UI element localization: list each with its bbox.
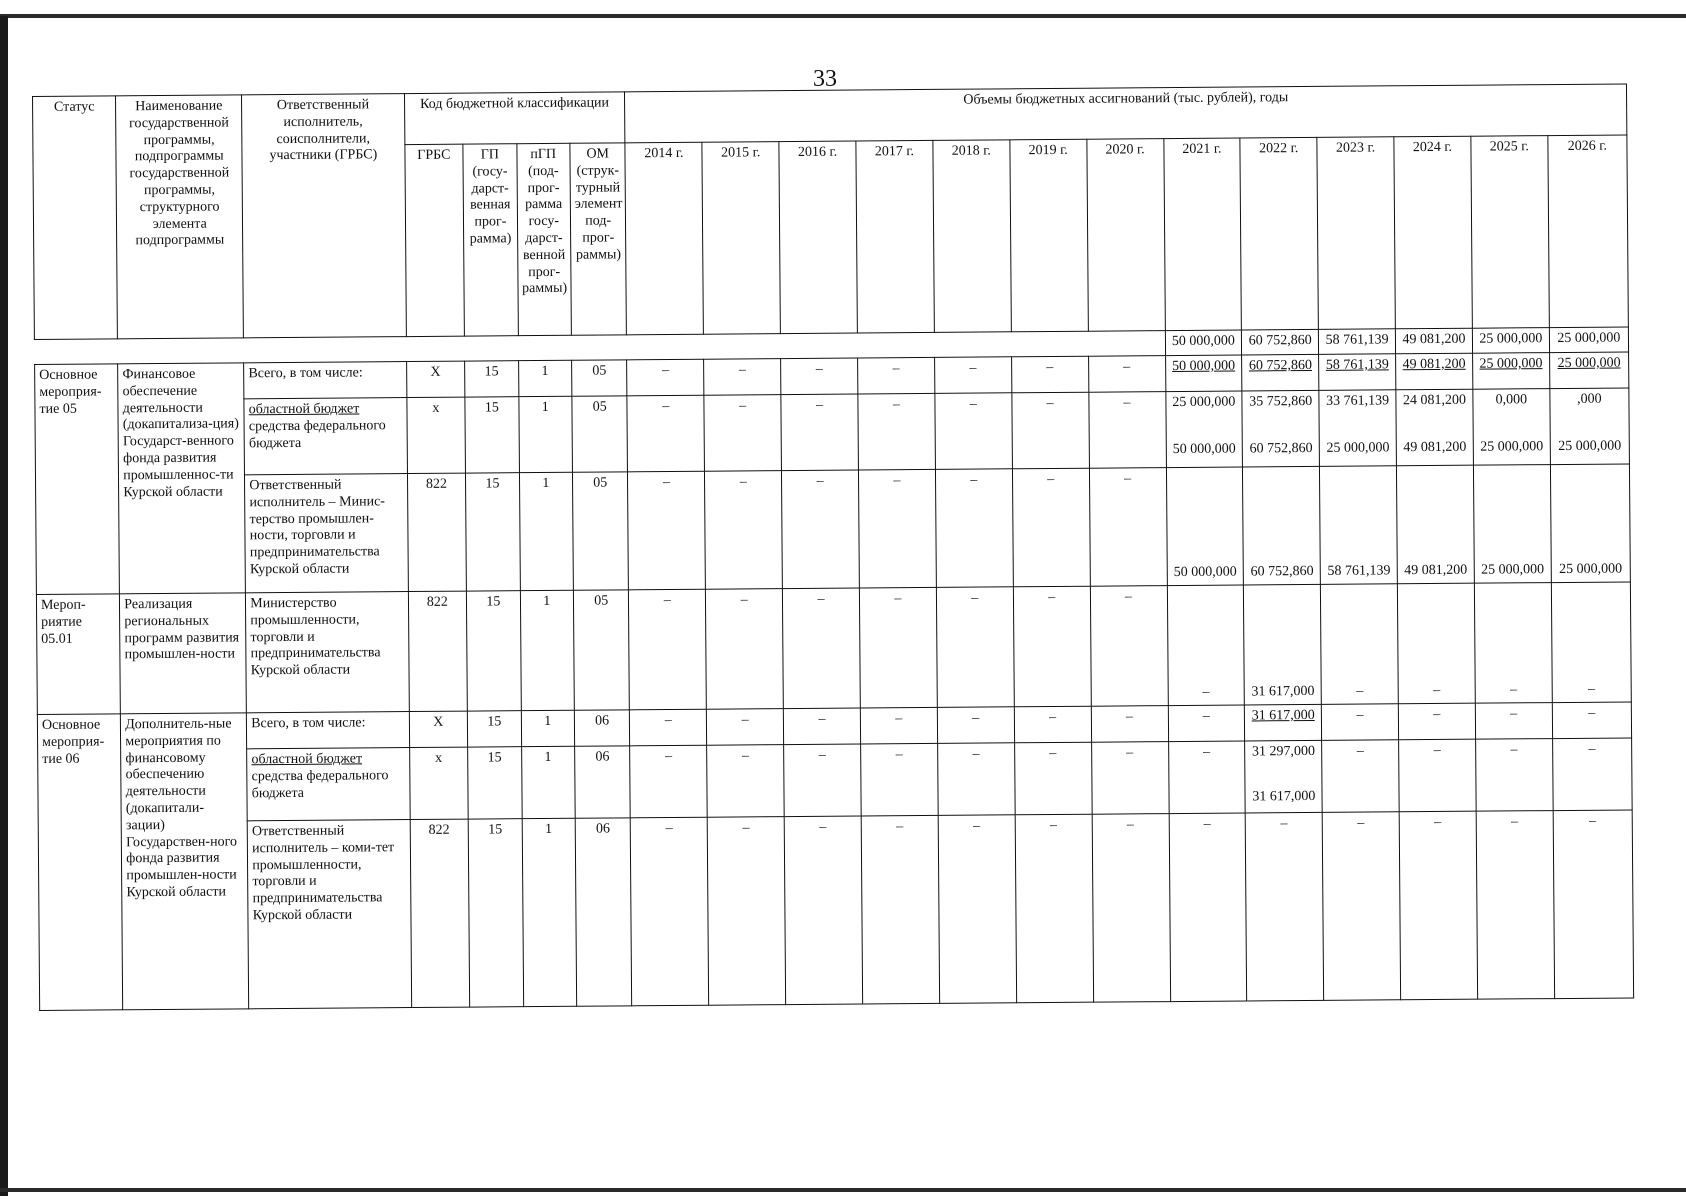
dash-cell: – [858,393,935,470]
pgp-cell: 1 [522,818,577,1006]
header-year-2023: 2023 г. [1317,137,1395,330]
value-underlined: 50 000,000 [1172,358,1236,375]
dash-cell: – [629,589,707,710]
dash-cell: – [1322,812,1400,1001]
table-cell [1550,388,1630,465]
table-cell [1319,390,1396,467]
table-cell [1165,355,1242,392]
dash-cell: – [1088,356,1165,393]
name-cell: Дополнитель-ные мероприятия по финансовому обеспечению деятельности (докапитали-зации) Государствен-ного фонда развития промышлен-ности Курской области [121,713,249,1010]
pgp-cell: 1 [518,396,572,472]
page-number: 33 [813,66,837,92]
dash-cell: – [708,817,786,1006]
budget-table-wrapper [32,83,1634,1010]
dash-cell: – [1167,585,1245,706]
header-grbs: ГРБС [404,144,464,336]
name-cell: Финансовое обеспечение деятельности (докапитализа-ция) Государст-венного фонда развития промышленнос-ти Курской области [118,363,246,594]
grbs-cell: Х [409,711,468,747]
dash-cell: – [1551,582,1631,703]
header-pgp: пГП (под-прог-рамма госу-дарст-венной прог-раммы) [516,143,571,335]
scan-border-bottom [0,1188,1686,1192]
responsible-cell: Ответственный исполнитель – Минис-терство промышлен-ности, торговли и предпринимательства Курской области [245,474,408,593]
pgp-cell: 1 [520,590,574,710]
responsible-text: средства федерального бюджета [248,418,386,451]
dash-cell: – [1092,814,1170,1003]
pgp-cell: 1 [518,360,572,396]
dash-cell: – [1553,810,1634,999]
table-cell [1549,352,1628,389]
table-cell: 60 752,860 [1243,466,1321,585]
dash-cell: – [1090,586,1168,707]
dash-cell: – [1012,392,1089,469]
value-underlined: 60 752,860 [1248,357,1312,374]
dash-cell: – [1015,814,1093,1003]
pgp-cell: 1 [521,710,575,746]
table-cell [1396,353,1473,390]
om-cell: 06 [575,746,631,818]
value: 25 000,000 [1326,440,1390,456]
grbs-cell: 822 [410,819,470,1007]
dash-cell: – [1399,739,1476,812]
om-cell: 05 [572,472,628,590]
dash-cell: – [937,707,1014,744]
table-cell [1319,354,1396,391]
dash-cell: – [1321,584,1399,705]
dash-cell: – [938,815,1016,1004]
table-row [36,582,1631,715]
table-cell [1245,740,1322,813]
value: 31 617,000 [1252,788,1316,805]
dash-cell: – [1091,706,1168,743]
table-cell: 25 000,000 [1473,465,1551,584]
dash-cell: – [1089,468,1167,587]
dash-cell: – [1476,739,1553,812]
dash-cell: – [1476,811,1554,1000]
dash-cell: – [1398,703,1475,740]
dash-cell: – [859,469,937,588]
table-cell [1242,354,1319,391]
table-cell [1245,704,1322,741]
responsible-cell: Ответственный исполнитель – коми-тет промышленности, торговли и предпринимательства Курской области [247,820,411,1009]
value-underlined: 25 000,000 [1557,355,1621,372]
pgp-cell: 1 [519,472,573,590]
header-gp: ГП (госу-дарст-венная прог-рамма) [463,144,518,336]
gp-cell: 15 [465,397,519,473]
table-row [35,388,1630,477]
scan-border-top [0,14,1686,18]
dash-cell: – [1013,586,1091,707]
dash-cell: – [627,359,704,396]
dash-cell: – [705,471,783,590]
status-cell: Мероп-риятие 05.01 [36,594,120,715]
gp-cell: 15 [468,747,522,819]
value-underlined: 49 081,200 [1402,356,1466,373]
value-underlined: 25 000,000 [1479,356,1543,372]
scan-border-left [0,16,8,1196]
dash-cell: – [1552,702,1631,739]
value: 0,000 [1495,392,1528,408]
dash-cell: – [631,817,709,1006]
value: 25 000,000 [1172,394,1236,411]
header-year-2017: 2017 г. [856,140,934,333]
dash-cell: – [1168,705,1245,742]
pgp-cell: 1 [521,746,575,818]
header-year-2025: 2025 г. [1471,136,1549,329]
budget-table [32,83,1634,1010]
header-om: ОМ (струк-турный элемент под-прог-раммы) [570,143,627,335]
dash-cell: – [1399,811,1477,1000]
header-year-2016: 2016 г. [779,141,857,334]
responsible-underlined: областной бюджет [251,751,363,768]
om-cell: 05 [572,396,628,472]
table-cell: 25 000,000 [1549,327,1628,353]
dash-cell: – [781,394,858,471]
header-year-2024: 2024 г. [1394,136,1472,329]
dash-cell: – [704,359,781,396]
table-row [38,810,1633,1011]
dash-cell: – [628,471,706,590]
dash-cell: – [938,743,1015,816]
table-row [35,464,1630,595]
dash-cell: – [1322,740,1399,813]
gp-cell: 15 [468,711,522,747]
header-year-2014: 2014 г. [625,142,703,335]
dash-cell: – [707,709,784,746]
dash-cell: – [630,709,707,746]
gp-cell: 15 [466,473,520,591]
dash-cell: – [1168,741,1245,814]
dash-cell: – [1088,392,1165,469]
value: 25 000,000 [1480,438,1544,455]
status-cell: Основное мероприя-тие 05 [35,364,120,595]
responsible-text: средства федерального бюджета [251,768,389,801]
table-cell [1242,390,1319,467]
value: 35 752,860 [1249,393,1313,410]
value: 49 081,200 [1403,439,1467,456]
header-year-2019: 2019 г. [1010,139,1088,332]
dash-cell: – [707,745,784,818]
responsible-underlined: областной бюджет [248,401,360,418]
dash-cell: – [1552,738,1632,811]
dash-cell: – [630,745,707,818]
table-cell: 50 000,000 [1165,330,1242,356]
header-year-2018: 2018 г. [933,140,1011,333]
value: 50 000,000 [1172,441,1236,457]
gp-cell: 15 [467,591,521,711]
header-volumes: Объемы бюджетных ассигнований (тыс. рублей), годы [625,84,1627,143]
header-year-2026: 2026 г. [1548,135,1629,328]
dash-cell: – [935,469,1013,588]
om-cell: 06 [574,710,630,746]
value: 24 081,200 [1402,392,1466,409]
status-cell: Основное мероприя-тие 06 [37,714,123,1011]
table-cell: 25 000,000 [1550,464,1630,583]
grbs-cell: 822 [407,473,467,591]
dash-cell: – [784,744,861,817]
header-year-2021: 2021 г. [1163,138,1241,331]
dash-cell: – [781,358,858,395]
dash-cell: – [1014,706,1091,743]
value: 33 761,139 [1326,393,1390,409]
dash-cell: – [861,743,938,816]
table-cell: 58 761,139 [1320,466,1398,585]
gp-cell: 15 [468,819,523,1007]
om-cell: 06 [575,818,632,1006]
dash-cell: – [935,393,1012,470]
header-status: Статус [33,96,118,340]
dash-cell: – [784,708,861,745]
dash-cell: – [1169,813,1247,1002]
table-cell: 60 752,860 [1242,329,1319,355]
dash-cell: – [859,587,937,708]
value: 25 000,000 [1558,438,1622,454]
header-responsible: Ответственный исполнитель, соисполнители, участники (ГРБС) [242,94,406,338]
dash-cell: – [1011,356,1088,393]
table-cell [1473,389,1550,466]
table-cell: 49 081,200 [1397,465,1475,584]
dash-cell: – [783,588,861,709]
header-year-2015: 2015 г. [702,142,780,335]
value: ,000 [1577,391,1602,407]
header-name: Наименование государственной программы, подпрограммы государственной программы, структурного элемента подпрограммы [116,95,244,339]
responsible-cell: Всего, в том числе: [244,362,407,399]
dash-cell: – [1475,703,1552,740]
dash-cell: – [935,357,1012,394]
dash-cell: – [1397,583,1475,704]
responsible-cell [244,398,407,475]
responsible-cell: Всего, в том числе: [247,712,410,749]
value-underlined: 31 617,000 [1251,707,1315,724]
responsible-cell: Министерство промышленности, торговли и предпринимательства Курской области [246,592,409,713]
om-cell: 05 [572,360,628,396]
table-cell [1473,353,1550,390]
dash-cell: – [1474,583,1552,704]
table-cell: 58 761,139 [1319,329,1396,355]
dash-cell: – [704,395,781,472]
grbs-cell: х [406,397,465,473]
dash-cell: – [782,470,860,589]
header-year-2020: 2020 г. [1087,139,1165,332]
dash-cell: – [936,587,1014,708]
grbs-cell: х [409,747,468,819]
gp-cell: 15 [465,361,519,397]
table-cell [1165,391,1242,468]
table-cell: 25 000,000 [1472,328,1549,354]
header-year-2022: 2022 г. [1240,137,1318,330]
om-cell: 05 [573,590,629,710]
dash-cell: – [1322,704,1399,741]
value-underlined: 58 761,139 [1325,357,1389,373]
name-cell: Реализация региональных программ развития промышлен-ности [120,593,247,714]
responsible-cell [247,748,410,821]
dash-cell: – [1091,742,1168,815]
dash-cell: – [784,816,862,1005]
dash-cell: – [1014,742,1091,815]
dash-cell: – [706,589,784,710]
table-cell: 50 000,000 [1166,467,1244,586]
table-row [38,738,1633,823]
dash-cell: – [860,707,937,744]
dash-cell: – [627,395,704,472]
dash-cell: – [1012,468,1090,587]
table-cell: 49 081,200 [1395,328,1472,354]
dash-cell: – [1246,812,1324,1001]
table-cell: 31 617,000 [1244,584,1322,705]
table-cell [1396,389,1473,466]
header-budget-code: Код бюджетной классификации [404,92,625,145]
grbs-cell: 822 [408,591,468,711]
dash-cell: – [861,815,939,1004]
grbs-cell: Х [406,361,465,397]
value: 31 297,000 [1251,743,1316,760]
value: 60 752,860 [1249,440,1313,457]
dash-cell: – [858,357,935,394]
